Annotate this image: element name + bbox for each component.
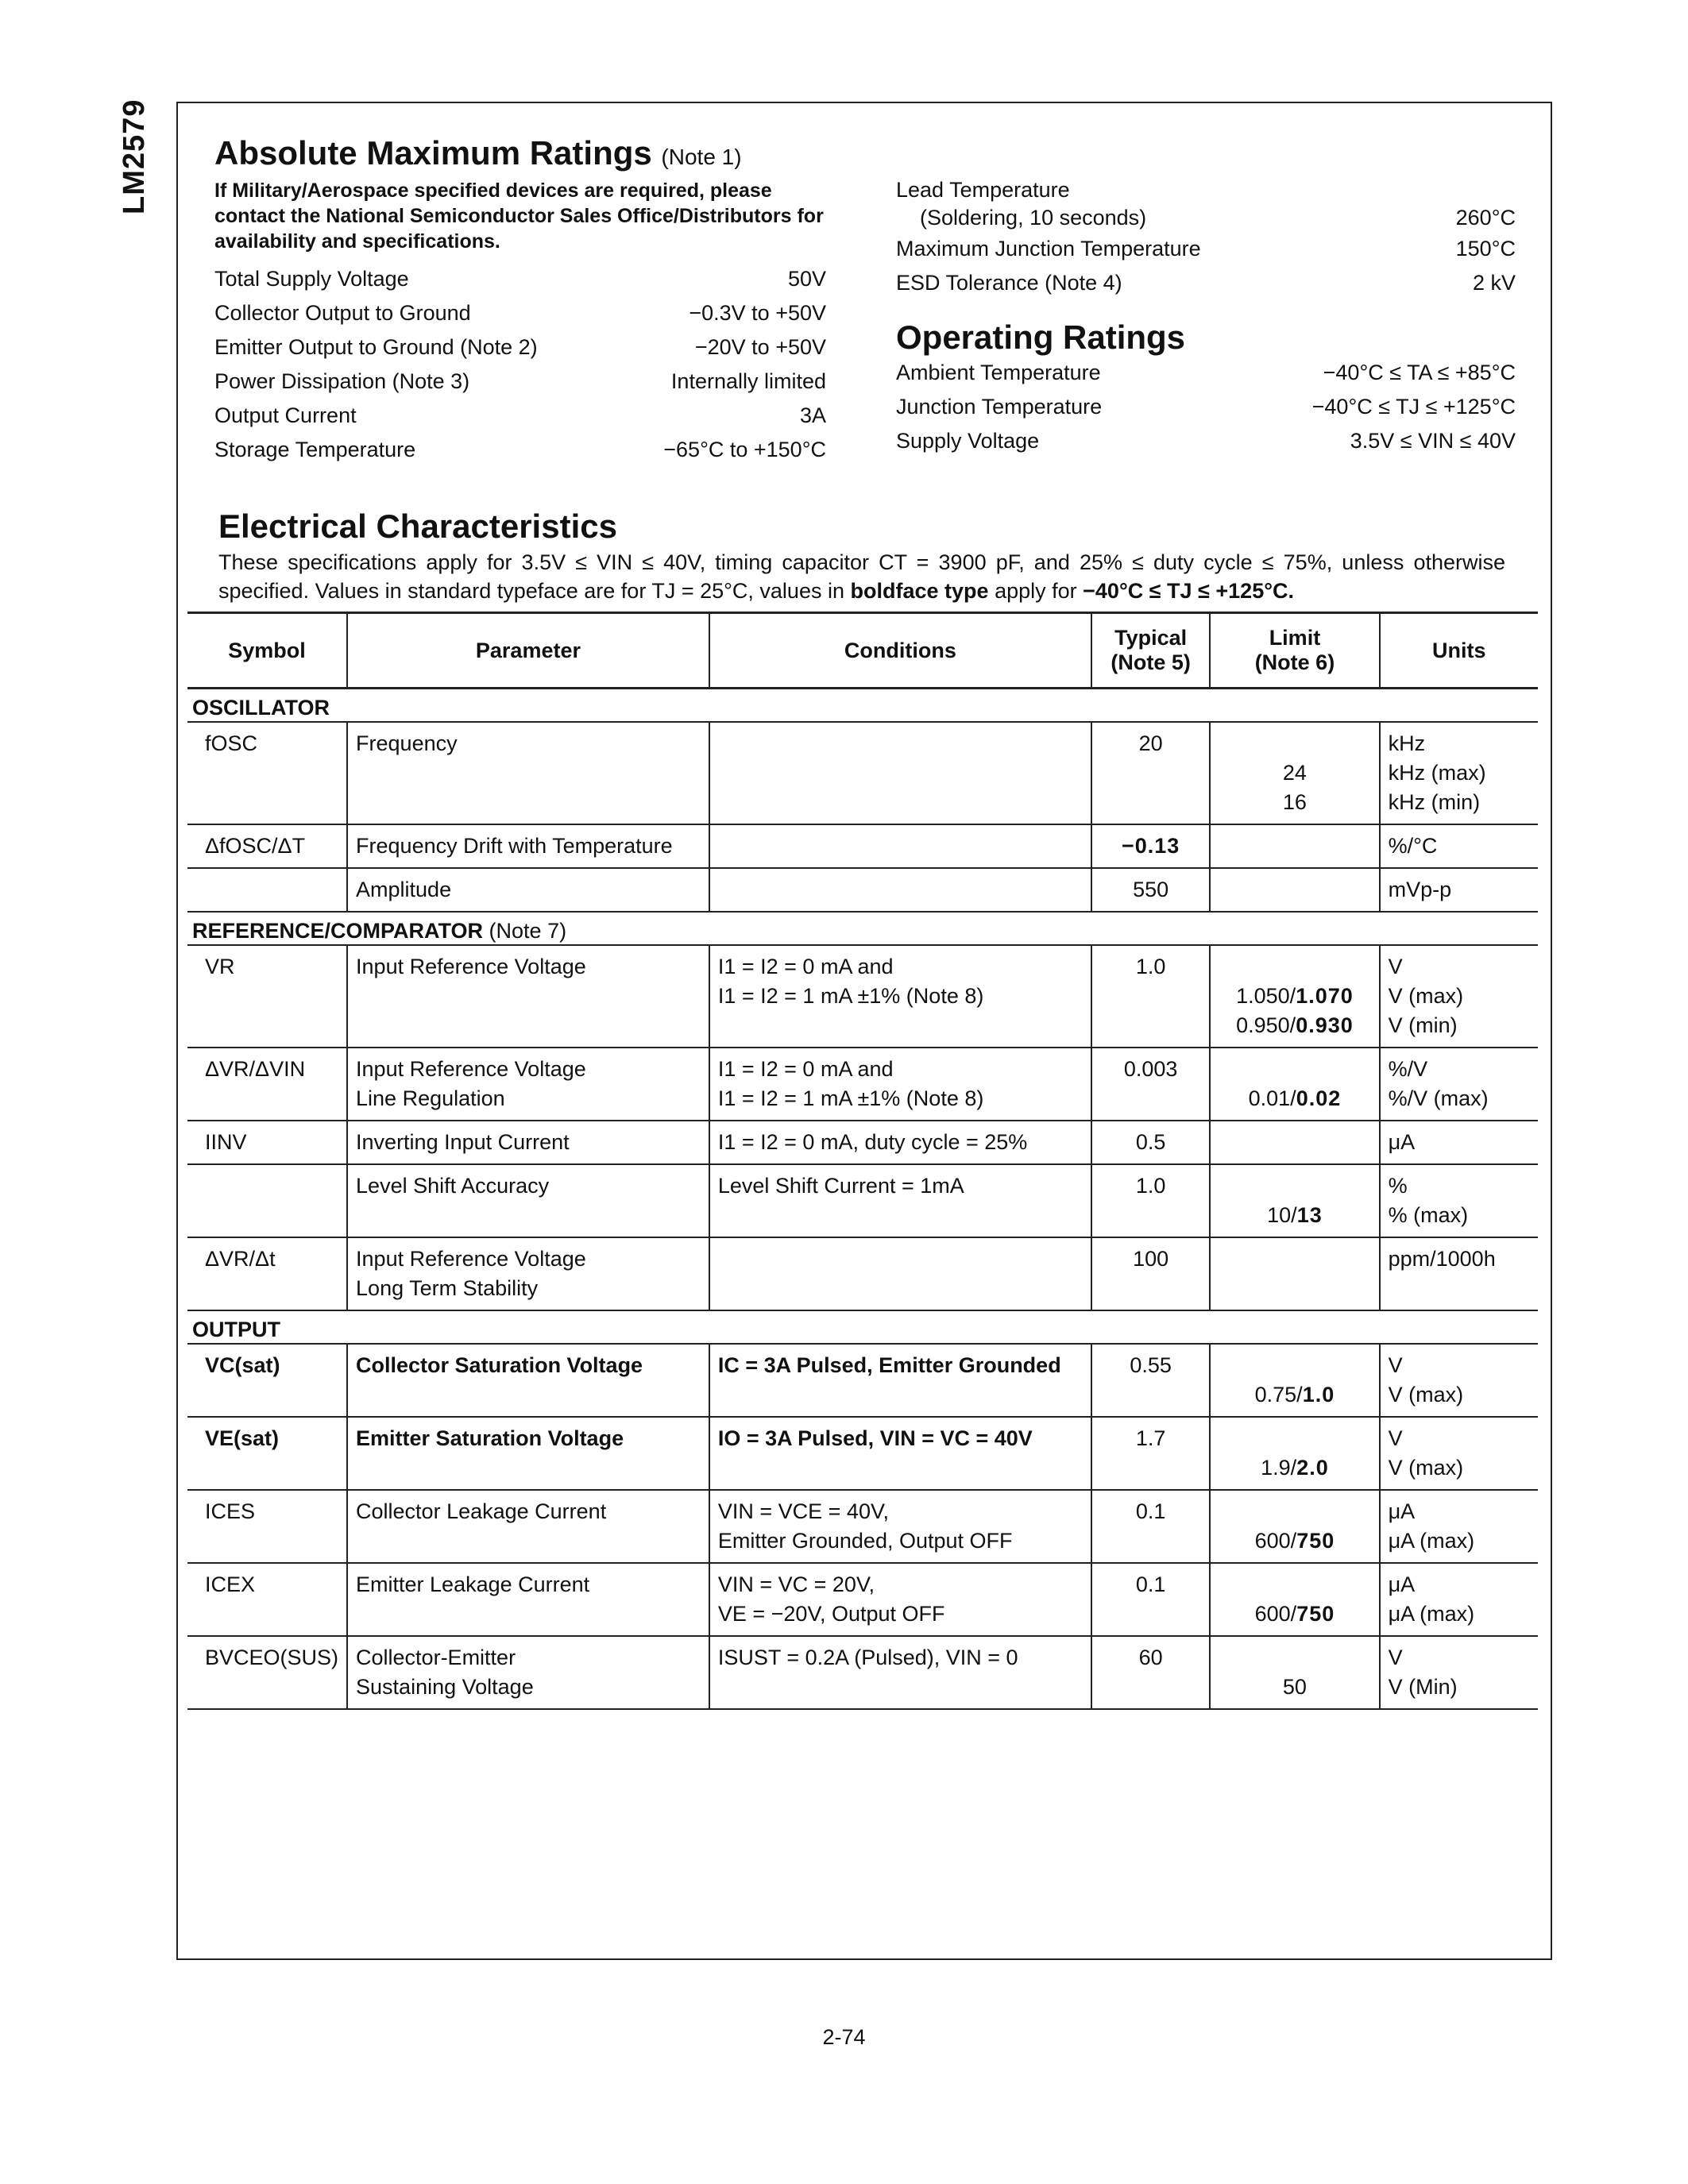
table-row (187, 1417, 1538, 1490)
cell-units (1380, 1490, 1538, 1563)
condition-line: Emitter Grounded, Output OFF (717, 1529, 1013, 1553)
cell-symbol: fOSC (187, 722, 347, 824)
cell-symbol: VC(sat) (187, 1344, 347, 1417)
cell-typical: −0.13 (1091, 824, 1210, 868)
parameter-line: Input Reference Voltage (356, 1247, 586, 1271)
table-row (187, 1563, 1538, 1636)
limit-value: 1.050/ (1236, 984, 1296, 1008)
cell-units (1380, 1048, 1538, 1121)
op-rating-row (896, 356, 1516, 390)
unit-line: % (1388, 1174, 1408, 1198)
cell-symbol (187, 1164, 347, 1237)
cell-typical: 20 (1091, 722, 1210, 824)
limit-value-bold: 0.02 (1296, 1086, 1342, 1110)
cell-symbol: ICES (187, 1490, 347, 1563)
cell-conditions (709, 1237, 1091, 1310)
unit-line: μA (max) (1388, 1602, 1475, 1626)
cell-parameter: Frequency (347, 722, 709, 824)
cell-limit (1210, 1563, 1379, 1636)
rating-value: 50V (787, 267, 826, 291)
rating-row (896, 176, 1516, 204)
limit-max (1219, 982, 1370, 1011)
limit-min: 50 (1282, 1675, 1307, 1699)
header-units: Units (1380, 613, 1538, 689)
rating-row (896, 232, 1516, 266)
group-note: (Note 7) (489, 919, 567, 943)
cell-parameter (347, 1237, 709, 1310)
rating-row (214, 365, 826, 399)
part-number-side-label: LM2579 (118, 98, 151, 214)
cell-limit (1210, 1121, 1379, 1164)
header-typical (1091, 613, 1210, 689)
cell-symbol: IINV (187, 1121, 347, 1164)
abs-max-title-text: Absolute Maximum Ratings (214, 134, 652, 172)
right-ratings-column (896, 176, 1516, 458)
limit-value-bold: 1.0 (1302, 1383, 1335, 1406)
table-row (187, 1490, 1538, 1563)
limit-max (1219, 1084, 1370, 1113)
header-limit-label: Limit (1269, 626, 1321, 650)
table-row (187, 945, 1538, 1048)
header-conditions: Conditions (709, 613, 1091, 689)
electrical-characteristics-title: Electrical Characteristics (218, 507, 617, 545)
limit-max: 24 (1282, 761, 1307, 785)
unit-line: μA (max) (1388, 1529, 1475, 1553)
cell-limit (1210, 1636, 1379, 1709)
limit-max (1219, 1380, 1370, 1410)
unit-line: kHz (max) (1388, 761, 1486, 785)
cell-symbol (187, 868, 347, 912)
unit-line: kHz (1388, 731, 1426, 755)
header-limit-note: (Note 6) (1254, 650, 1335, 674)
cell-parameter: Frequency Drift with Temperature (347, 824, 709, 868)
table-row (187, 824, 1538, 868)
limit-max (1219, 1453, 1370, 1483)
cell-symbol: ΔVR/ΔVIN (187, 1048, 347, 1121)
abs-max-title (214, 135, 826, 172)
group-row-reference-comparator (187, 912, 1538, 945)
condition-line: VE = −20V, Output OFF (717, 1602, 945, 1626)
cell-parameter: Level Shift Accuracy (347, 1164, 709, 1237)
op-rating-value: −40°C ≤ TA ≤ +85°C (1323, 361, 1516, 385)
cell-parameter (347, 1636, 709, 1709)
cell-typical: 550 (1091, 868, 1210, 912)
rating-value: 2 kV (1472, 271, 1516, 295)
rating-row (214, 330, 826, 365)
cell-conditions: IC = 3A Pulsed, Emitter Grounded (709, 1344, 1091, 1417)
parameter-line: Sustaining Voltage (356, 1675, 534, 1699)
op-rating-row (896, 390, 1516, 424)
electrical-characteristics-table (187, 612, 1538, 1710)
unit-line: V (1388, 1353, 1403, 1377)
table-row (187, 722, 1538, 824)
condition-line: I1 = I2 = 1 mA ±1% (Note 8) (717, 984, 984, 1008)
cell-limit (1210, 1048, 1379, 1121)
rating-row (214, 262, 826, 296)
limit-value-bold: 750 (1296, 1602, 1335, 1626)
rating-value: 150°C (1455, 237, 1516, 260)
cell-units: μA (1380, 1121, 1538, 1164)
op-rating-value: −40°C ≤ TJ ≤ +125°C (1311, 395, 1516, 419)
rating-value: −65°C to +150°C (663, 438, 826, 462)
cell-typical: 100 (1091, 1237, 1210, 1310)
limit-value: 1.9/ (1261, 1456, 1297, 1480)
cell-symbol: BVCEO(SUS) (187, 1636, 347, 1709)
rating-label: Power Dissipation (Note 3) (214, 369, 470, 394)
cell-parameter (347, 1048, 709, 1121)
unit-line: V (1388, 1426, 1403, 1450)
cell-units (1380, 1636, 1538, 1709)
cell-parameter: Collector Saturation Voltage (347, 1344, 709, 1417)
ec-desc-bold: boldface type (850, 579, 989, 603)
cell-units (1380, 1164, 1538, 1237)
rating-label: Maximum Junction Temperature (896, 237, 1201, 260)
rating-sublabel: (Soldering, 10 seconds) (920, 206, 1147, 230)
cell-symbol: VE(sat) (187, 1417, 347, 1490)
limit-value: 600/ (1254, 1602, 1297, 1626)
unit-line: V (Min) (1388, 1675, 1458, 1699)
parameter-line: Input Reference Voltage (356, 1057, 586, 1081)
cell-limit (1210, 1237, 1379, 1310)
header-limit (1210, 613, 1379, 689)
rating-value: 3A (799, 403, 826, 428)
op-rating-row (896, 424, 1516, 458)
cell-conditions (709, 945, 1091, 1048)
unit-line: kHz (min) (1388, 790, 1481, 814)
unit-line: %/V (1388, 1057, 1428, 1081)
cell-conditions (709, 1490, 1091, 1563)
cell-limit (1210, 1344, 1379, 1417)
group-label-text: REFERENCE/COMPARATOR (192, 919, 484, 943)
limit-value-bold: 0.930 (1296, 1013, 1354, 1037)
unit-line: % (max) (1388, 1203, 1469, 1227)
cell-units (1380, 1344, 1538, 1417)
condition-line: VIN = VCE = 40V, (717, 1499, 889, 1523)
parameter-line: Collector-Emitter (356, 1646, 516, 1669)
op-rating-label: Supply Voltage (896, 429, 1040, 453)
cell-limit (1210, 1164, 1379, 1237)
limit-max (1219, 1201, 1370, 1230)
parameter-line: Long Term Stability (356, 1276, 539, 1300)
group-row-oscillator (187, 689, 1538, 723)
operating-ratings-title: Operating Ratings (896, 318, 1186, 356)
group-row-output (187, 1310, 1538, 1344)
cell-typical: 0.5 (1091, 1121, 1210, 1164)
rating-row (214, 433, 826, 467)
cell-units: %/°C (1380, 824, 1538, 868)
cell-units: ppm/1000h (1380, 1237, 1538, 1310)
header-parameter: Parameter (347, 613, 709, 689)
cell-symbol: ICEX (187, 1563, 347, 1636)
cell-limit (1210, 722, 1379, 824)
page-number: 2-74 (822, 2025, 866, 2049)
cell-typical: 0.1 (1091, 1490, 1210, 1563)
table-header-row (187, 613, 1538, 689)
cell-parameter: Collector Leakage Current (347, 1490, 709, 1563)
cell-units (1380, 722, 1538, 824)
header-typical-label: Typical (1114, 626, 1188, 650)
unit-line: V (max) (1388, 1383, 1464, 1406)
condition-line: I1 = I2 = 0 mA and (717, 955, 894, 978)
header-symbol: Symbol (187, 613, 347, 689)
cell-units (1380, 1417, 1538, 1490)
rating-label: Lead Temperature (896, 178, 1070, 202)
table-row (187, 1164, 1538, 1237)
rating-value: −0.3V to +50V (689, 301, 826, 326)
unit-line: V (1388, 955, 1403, 978)
cell-limit (1210, 868, 1379, 912)
cell-typical: 0.55 (1091, 1344, 1210, 1417)
limit-value: 600/ (1254, 1529, 1297, 1553)
cell-limit (1210, 945, 1379, 1048)
unit-line: V (min) (1388, 1013, 1458, 1037)
unit-line: V (max) (1388, 984, 1464, 1008)
cell-parameter: Emitter Leakage Current (347, 1563, 709, 1636)
table-row (187, 1121, 1538, 1164)
rating-row (896, 204, 1516, 232)
unit-line: μA (1388, 1572, 1416, 1596)
rating-label: Storage Temperature (214, 438, 416, 462)
ec-desc-range: −40°C ≤ TJ ≤ +125°C. (1083, 579, 1295, 603)
limit-value-bold: 750 (1296, 1529, 1335, 1553)
rating-label: Total Supply Voltage (214, 267, 409, 291)
cell-parameter: Amplitude (347, 868, 709, 912)
condition-line: I1 = I2 = 0 mA and (717, 1057, 894, 1081)
cell-conditions: Level Shift Current = 1mA (709, 1164, 1091, 1237)
cell-parameter: Emitter Saturation Voltage (347, 1417, 709, 1490)
parameter-line: Line Regulation (356, 1086, 505, 1110)
ec-desc-tail: apply for (995, 579, 1077, 603)
cell-symbol: ΔVR/Δt (187, 1237, 347, 1310)
op-rating-value: 3.5V ≤ VIN ≤ 40V (1350, 429, 1516, 453)
cell-conditions: ISUST = 0.2A (Pulsed), VIN = 0 (709, 1636, 1091, 1709)
military-warning: If Military/Aerospace specified devices are required, please contact the National Semiconductor Sales Office/Distributors for availability and specifications. (214, 179, 824, 253)
group-label (187, 912, 1538, 945)
cell-limit (1210, 824, 1379, 868)
unit-line: %/V (max) (1388, 1086, 1489, 1110)
rating-value: Internally limited (670, 369, 826, 394)
cell-limit (1210, 1417, 1379, 1490)
cell-typical: 0.003 (1091, 1048, 1210, 1121)
cell-conditions (709, 868, 1091, 912)
table-row (187, 1237, 1538, 1310)
absolute-max-ratings-section (214, 135, 826, 467)
cell-typical: 60 (1091, 1636, 1210, 1709)
cell-limit (1210, 1490, 1379, 1563)
cell-conditions (709, 1563, 1091, 1636)
table-row (187, 1636, 1538, 1709)
op-rating-label: Junction Temperature (896, 395, 1103, 419)
rating-row (214, 399, 826, 433)
group-label: OSCILLATOR (187, 689, 1538, 723)
cell-typical: 1.0 (1091, 945, 1210, 1048)
limit-min: 16 (1282, 790, 1307, 814)
limit-max (1219, 1526, 1370, 1556)
cell-conditions: I1 = I2 = 0 mA, duty cycle = 25% (709, 1121, 1091, 1164)
cell-symbol: VR (187, 945, 347, 1048)
limit-value: 0.01/ (1248, 1086, 1296, 1110)
unit-line: V (max) (1388, 1456, 1464, 1480)
cell-parameter: Input Reference Voltage (347, 945, 709, 1048)
rating-label: Collector Output to Ground (214, 301, 471, 326)
group-label: OUTPUT (187, 1310, 1538, 1344)
cell-typical: 1.0 (1091, 1164, 1210, 1237)
condition-line: VIN = VC = 20V, (717, 1572, 875, 1596)
table-row (187, 868, 1538, 912)
cell-typical: 1.7 (1091, 1417, 1210, 1490)
limit-value: 10/ (1267, 1203, 1297, 1227)
header-typical-note: (Note 5) (1111, 650, 1191, 674)
cell-units (1380, 1563, 1538, 1636)
cell-symbol: ΔfOSC/ΔT (187, 824, 347, 868)
rating-label: Emitter Output to Ground (Note 2) (214, 335, 538, 360)
cell-conditions: IO = 3A Pulsed, VIN = VC = 40V (709, 1417, 1091, 1490)
cell-parameter: Inverting Input Current (347, 1121, 709, 1164)
limit-max (1219, 1599, 1370, 1629)
table-row (187, 1344, 1538, 1417)
limit-value: 0.75/ (1254, 1383, 1303, 1406)
rating-value: −20V to +50V (694, 335, 826, 360)
ec-description (218, 548, 1505, 605)
limit-value-bold: 2.0 (1296, 1456, 1329, 1480)
cell-units (1380, 945, 1538, 1048)
rating-label: ESD Tolerance (Note 4) (896, 271, 1122, 295)
limit-min (1219, 1011, 1370, 1040)
unit-line: V (1388, 1646, 1403, 1669)
limit-value-bold: 13 (1296, 1203, 1323, 1227)
ec-desc-text: These specifications apply for 3.5V ≤ VIN ≤ 40V, timing capacitor CT = 3900 pF, and 25% ≤ duty cycle ≤ 75%, unless otherwise specified. Values in standard typeface are for TJ = 25°C, values in (218, 550, 1505, 603)
rating-value: 260°C (1455, 206, 1516, 230)
cell-units: mVp-p (1380, 868, 1538, 912)
abs-max-note: (Note 1) (661, 145, 742, 169)
limit-value-bold: 1.070 (1296, 984, 1354, 1008)
rating-row (896, 266, 1516, 300)
table-row (187, 1048, 1538, 1121)
unit-line: μA (1388, 1499, 1416, 1523)
rating-row (214, 296, 826, 330)
cell-conditions (709, 722, 1091, 824)
op-rating-label: Ambient Temperature (896, 361, 1101, 385)
cell-conditions (709, 1048, 1091, 1121)
condition-line: I1 = I2 = 1 mA ±1% (Note 8) (717, 1086, 984, 1110)
cell-typical: 0.1 (1091, 1563, 1210, 1636)
cell-conditions (709, 824, 1091, 868)
limit-value: 0.950/ (1236, 1013, 1296, 1037)
rating-label: Output Current (214, 403, 357, 428)
